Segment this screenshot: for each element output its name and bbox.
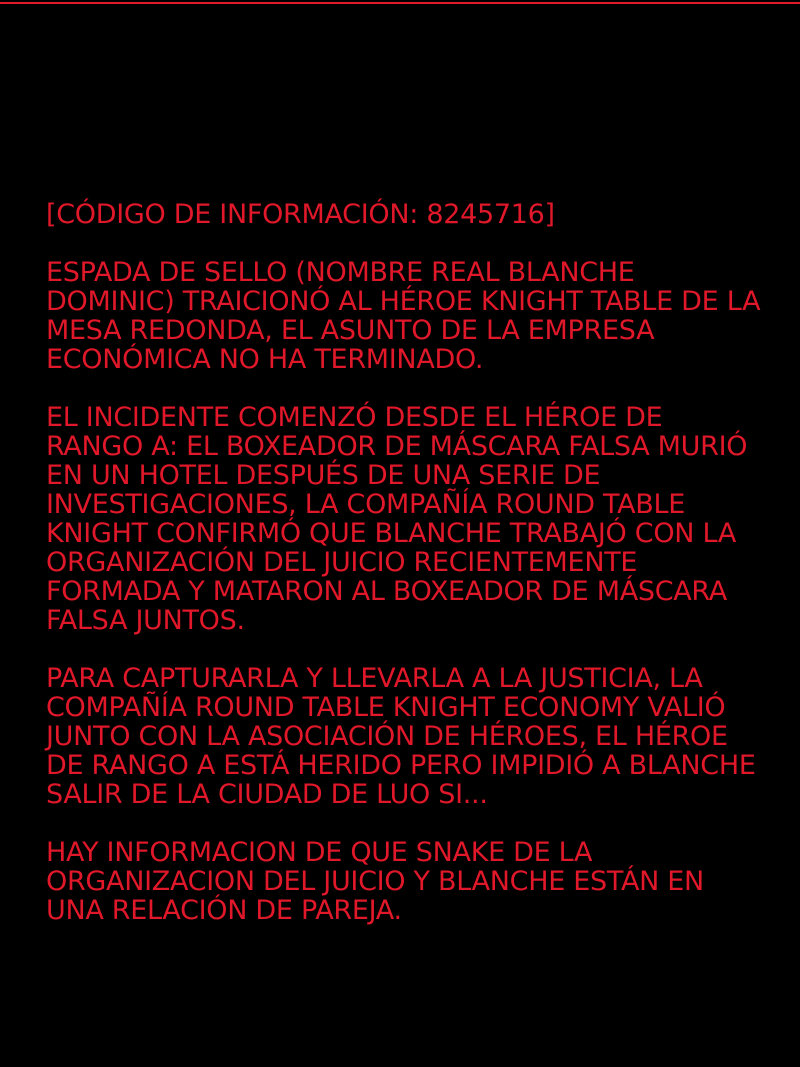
info-code-line: [CÓDIGO DE INFORMACIÓN: 8245716] [46,199,555,230]
top-divider [0,2,800,4]
paragraph-incident: EL INCIDENTE COMENZÓ DESDE EL HÉROE DE RANGO A: EL BOXEADOR DE MÁSCARA FALSA MURIÓ EN UN HOTEL DESPUÉS DE UNA SERIE DE INVESTIGACIONES, LA COMPAÑÍA ROUND TABLE KNIGHT CONFIRMÓ QUE BLANCHE TRABAJÓ CON LA ORGANIZACIÓN DEL JUICIO RECIENTEMENTE FORMADA Y MATARON AL BOXEADOR DE MÁSCARA FALSA JUNTOS. [46,402,748,636]
paragraph-capture: PARA CAPTURARLA Y LLEVARLA A LA JUSTICIA, LA COMPAÑÍA ROUND TABLE KNIGHT ECONOMY VALIÓ JUNTO CON LA ASOCIACIÓN DE HÉROES, EL HÉROE DE RANGO A ESTÁ HERIDO PERO IMPIDIÓ A BLANCHE SALIR DE LA CIUDAD DE LUO SI... [46,663,756,810]
info-panel [46,200,766,925]
paragraph-betrayal: ESPADA DE SELLO (NOMBRE REAL BLANCHE DOMINIC) TRAICIONÓ AL HÉROE KNIGHT TABLE DE LA MESA REDONDA, EL ASUNTO DE LA EMPRESA ECONÓMICA NO HA TERMINADO. [46,257,761,375]
paragraph-relationship: HAY INFORMACION DE QUE SNAKE DE LA ORGANIZACION DEL JUICIO Y BLANCHE ESTÁN EN UNA RELACIÓN DE PAREJA. [46,837,704,926]
